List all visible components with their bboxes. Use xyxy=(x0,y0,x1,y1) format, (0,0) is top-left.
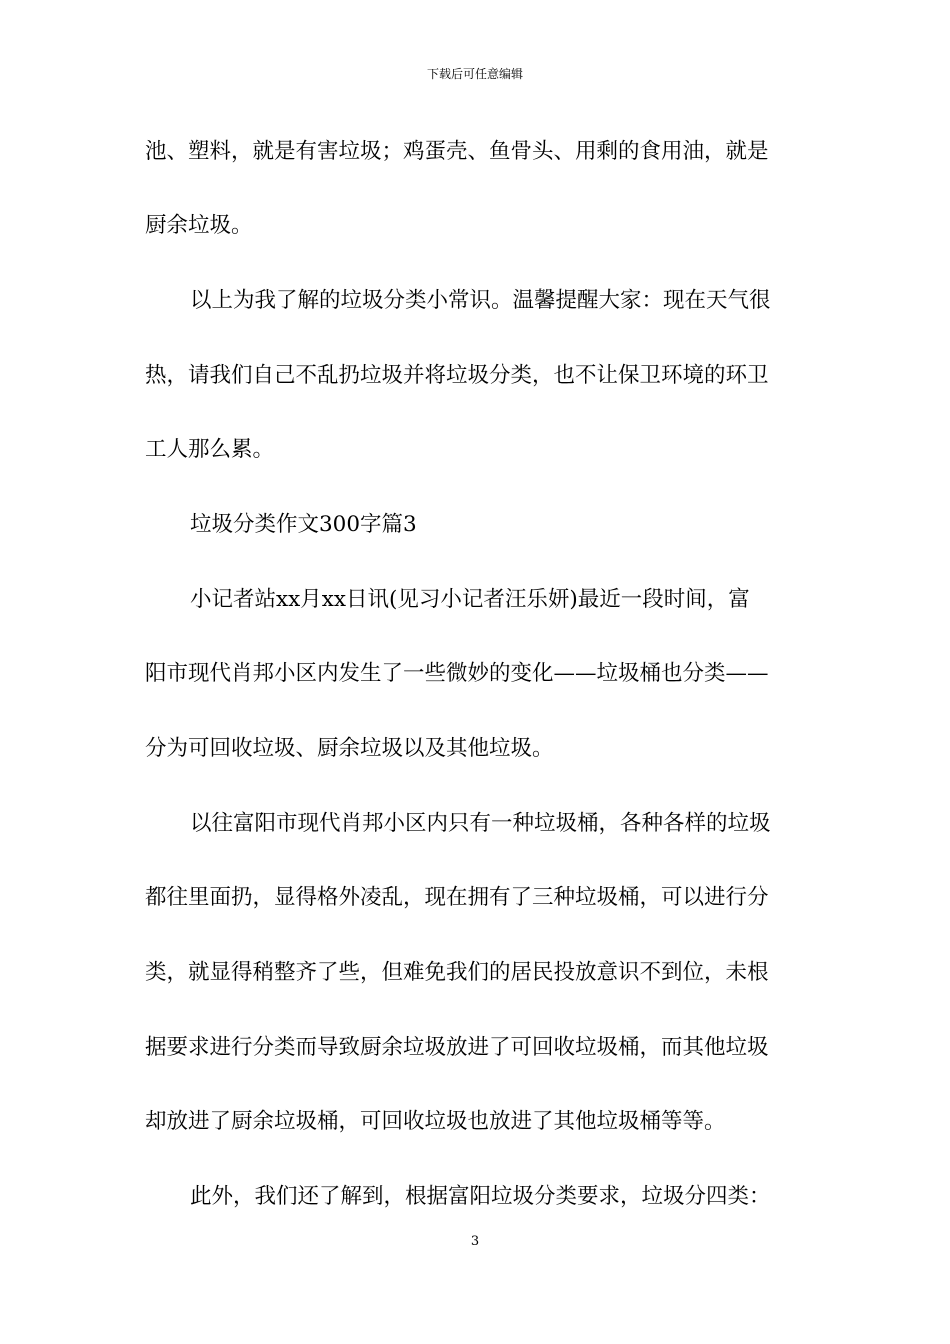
paragraph-line: 据要求进行分类而导致厨余垃圾放进了可回收垃圾桶，而其他垃圾 xyxy=(145,1035,769,1060)
section-heading: 垃圾分类作文300字篇3 xyxy=(190,512,417,537)
paragraph-line: 热，请我们自己不乱扔垃圾并将垃圾分类，也不让保卫环境的环卫 xyxy=(145,363,769,388)
paragraph-line: 工人那么累。 xyxy=(145,437,275,462)
paragraph-line: 都往里面扔，显得格外凌乱，现在拥有了三种垃圾桶，可以进行分 xyxy=(145,885,769,910)
page-header: 下载后可任意编辑 xyxy=(426,67,523,81)
paragraph-line: 小记者站xx月xx日讯(见习小记者汪乐妍)最近一段时间，富 xyxy=(190,587,750,612)
paragraph-line: 厨余垃圾。 xyxy=(145,213,253,238)
paragraph-line: 池、塑料，就是有害垃圾；鸡蛋壳、鱼骨头、用剩的食用油，就是 xyxy=(145,139,769,164)
paragraph-line: 以上为我了解的垃圾分类小常识。温馨提醒大家：现在天气很 xyxy=(190,288,771,313)
paragraph-line: 此外，我们还了解到，根据富阳垃圾分类要求，垃圾分四类： xyxy=(190,1184,771,1209)
paragraph-line: 却放进了厨余垃圾桶，可回收垃圾也放进了其他垃圾桶等等。 xyxy=(145,1109,726,1134)
page-number: 3 xyxy=(470,1234,480,1249)
paragraph-line: 类，就显得稍整齐了些，但难免我们的居民投放意识不到位，未根 xyxy=(145,960,769,985)
paragraph-line: 分为可回收垃圾、厨余垃圾以及其他垃圾。 xyxy=(145,736,554,761)
paragraph-line: 阳市现代肖邦小区内发生了一些微妙的变化——垃圾桶也分类—— xyxy=(145,661,769,686)
paragraph-line: 以往富阳市现代肖邦小区内只有一种垃圾桶，各种各样的垃圾 xyxy=(190,811,771,836)
